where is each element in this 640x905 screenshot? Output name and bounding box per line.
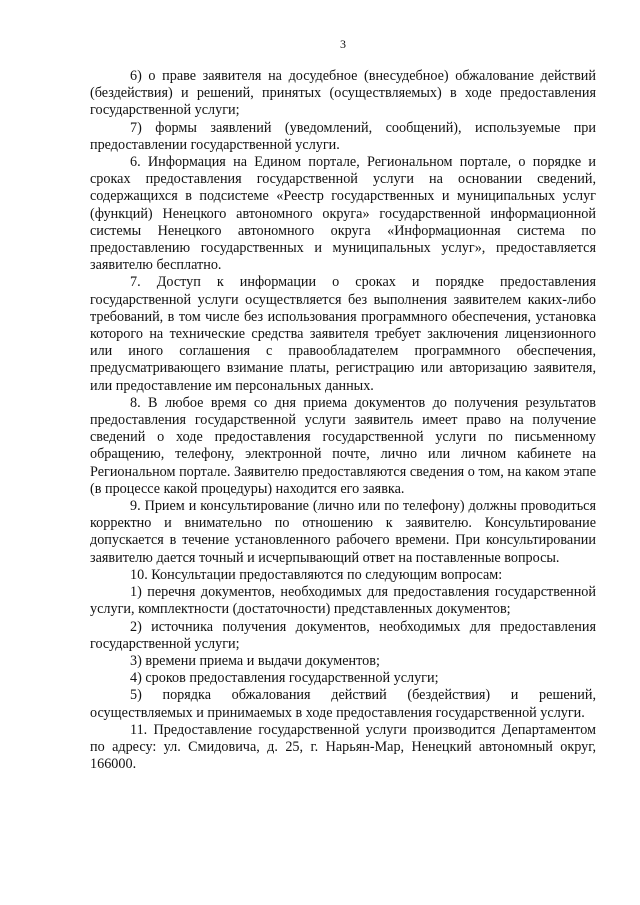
paragraph-clause-10: 10. Консультации предоставляются по следующим вопросам: bbox=[130, 566, 503, 583]
paragraph-subitem-5: 5) порядка обжалования действий (бездействия) и решений, осуществляемых и принимаемых в ходе предоставления государственной услуги. bbox=[90, 687, 596, 721]
paragraph-clause-7: 7. Доступ к информации о сроках и порядке предоставления государственной услуги осуществляется без выполнения заявителем каких-либо требований, в том числе без использования программного обеспечения, установка которого на технические средства заявителя требует заключения лицензионного или иного соглашения с правообладателем программного обеспечения, предусматривающего взимание платы, регистрацию или авторизацию заявителя, или предоставление им персональных данных. bbox=[90, 274, 596, 394]
paragraph-subitem-1: 1) перечня документов, необходимых для предоставления государственной услуги, комплектности (достаточности) представленных документов; bbox=[90, 584, 596, 618]
paragraph-subitem-4: 4) сроков предоставления государственной услуги; bbox=[130, 670, 439, 687]
paragraph-subitem-3: 3) времени приема и выдачи документов; bbox=[130, 652, 380, 669]
document-body bbox=[90, 68, 596, 773]
page-number: 3 bbox=[340, 37, 346, 51]
paragraph-clause-11: 11. Предоставление государственной услуги производится Департаментом по адресу: ул. Смидовича, д. 25, г. Нарьян-Мар, Ненецкий автономный округ, 166000. bbox=[90, 721, 596, 773]
paragraph-item-6: 6) о праве заявителя на досудебное (внесудебное) обжалование действий (бездействия) и решений, принятых (осуществляемых) в ходе предоставления государственной услуги; bbox=[90, 68, 596, 119]
paragraph-subitem-2: 2) источника получения документов, необходимых для предоставления государственной услуги; bbox=[90, 618, 596, 652]
paragraph-clause-6: 6. Информация на Едином портале, Региональном портале, о порядке и сроках предоставления государственной услуги на основании сведений, содержащихся в подсистеме «Реестр государственных и муниципальных услуг (функций) Ненецкого автономного округа» государственной информационной системы Ненецкого автономного округа «Информационная система по предоставлению государственных и муниципальных услуг», предоставляется заявителю бесплатно. bbox=[90, 154, 596, 274]
paragraph-item-7: 7) формы заявлений (уведомлений, сообщений), используемые при предоставлении государственной услуги. bbox=[90, 119, 596, 153]
paragraph-clause-9: 9. Прием и консультирование (лично или по телефону) должны проводиться корректно и внимательно по отношению к заявителю. Консультирование допускается в течение установленного рабочего времени. При консультировании заявителю дается точный и исчерпывающий ответ на поставленные вопросы. bbox=[90, 498, 596, 566]
paragraph-clause-8: 8. В любое время со дня приема документов до получения результатов предоставления государственной услуги заявитель имеет право на получение сведений о ходе предоставления государственной услуги по письменному обращению, телефону, электронной почте, лично или личном кабинете на Региональном портале. Заявителю предоставляются сведения о том, на каком этапе (в процессе какой процедуры) находится его заявка. bbox=[90, 394, 596, 497]
